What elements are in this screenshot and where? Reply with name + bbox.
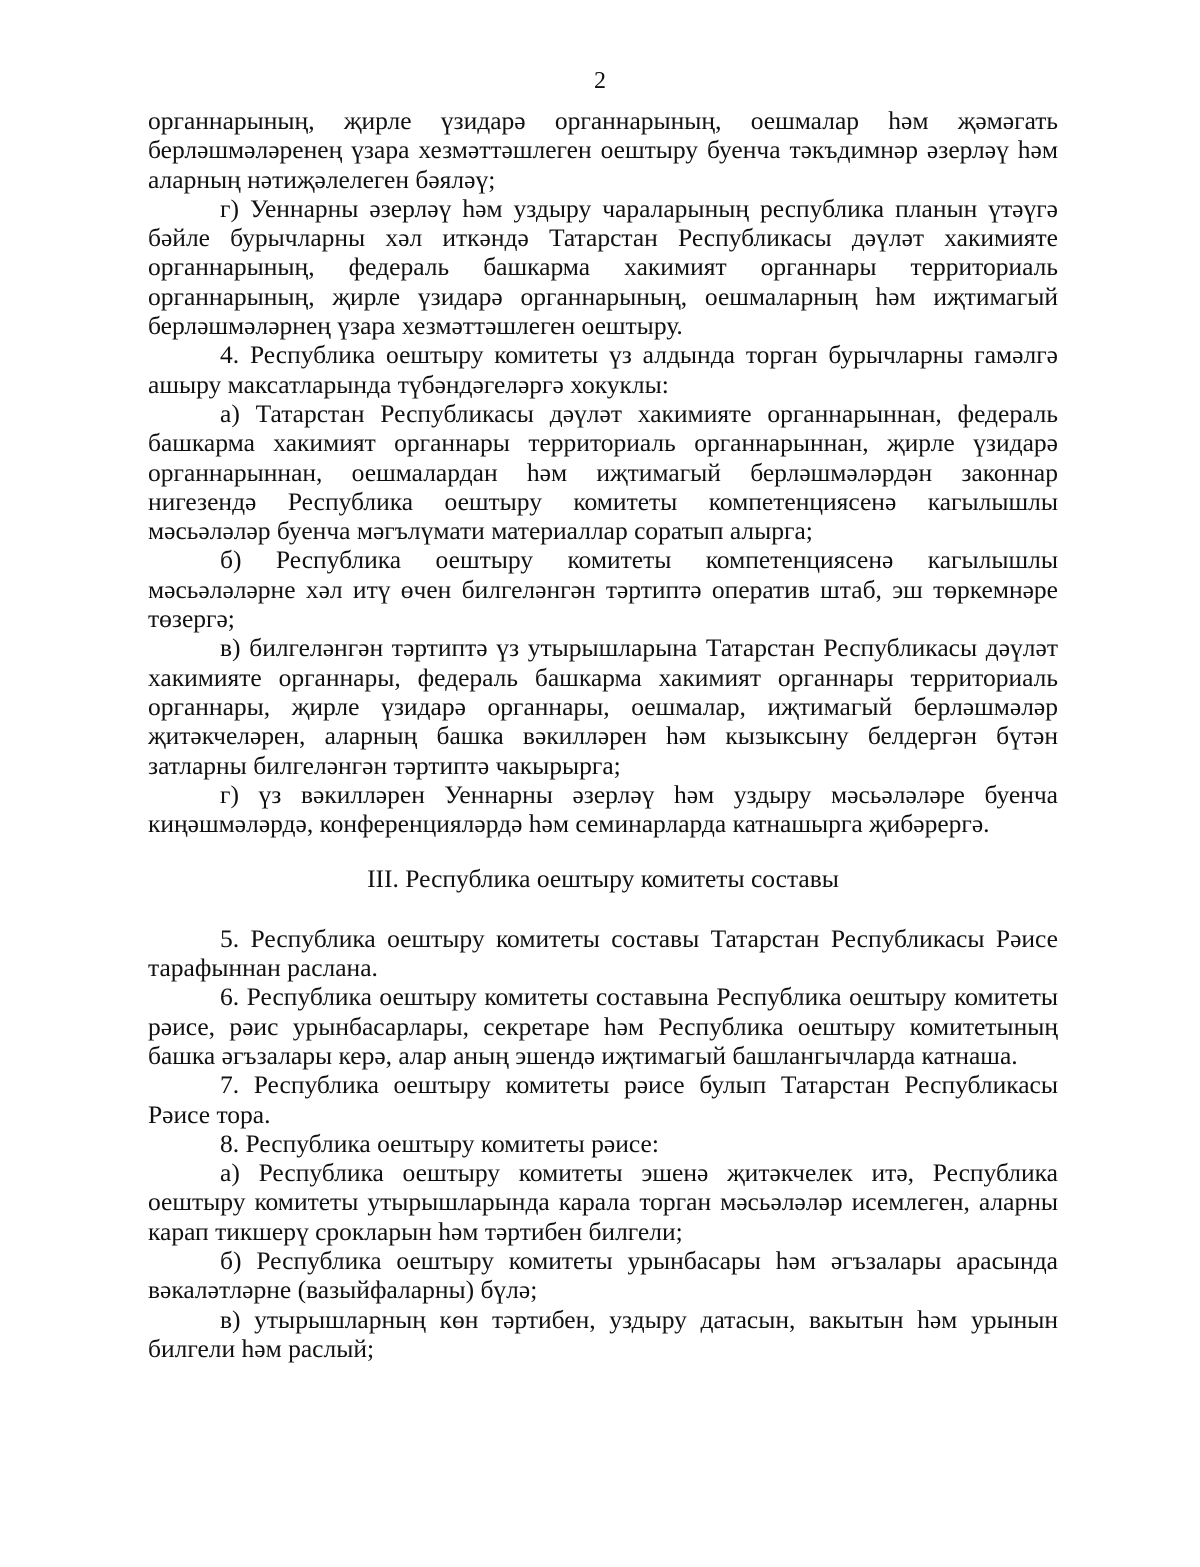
section-heading: III. Республика оештыру комитеты составы xyxy=(367,864,839,894)
paragraph: 5. Республика оештыру комитеты составы Татарстан Республикасы Рәисе тарафыннан раслана. xyxy=(148,923,1058,983)
paragraph: г) Уеннарны әзерләү һәм уздыру чараларының республика планын үтәүгә бәйле бурычларны хәл иткәндә Татарстан Республикасы дәүләт хакимияте органнарының, федераль башкарма хакимият органнары территориаль органнарының, җирле үзидарә органнарының, оешмаларның һәм иҗтимагый берләшмәләрнең үзара хезмәттәшлеген оештыру. xyxy=(148,193,1058,341)
paragraph: 6. Республика оештыру комитеты составына Республика оештыру комитеты рәисе, рәис урынбасарлары, секретаре һәм Республика оештыру комитетының башка әгъзалары керә, алар аның эшендә иҗтимагый башлангычларда катнаша. xyxy=(148,982,1058,1070)
page-number: 2 xyxy=(594,68,606,94)
paragraph: 7. Республика оештыру комитеты рәисе булып Татарстан Республикасы Рәисе тора. xyxy=(148,1070,1058,1129)
document-body xyxy=(148,106,1058,1363)
paragraph: 8. Республика оештыру комитеты рәисе: xyxy=(220,1128,659,1158)
paragraph: б) Республика оештыру комитеты компетенциясенә кагылышлы мәсьәләләрне хәл итү өчен билгеләнгән тәртиптә оператив штаб, эш төркемнәре төзергә; xyxy=(148,545,1058,634)
paragraph: а) Татарстан Республикасы дәүләт хакимияте органнарыннан, федераль башкарма хакимият органнары территориаль органнарыннан, җирле үзидарә органнарыннан, оешмалардан һәм иҗтимагый берләшмәләрдән законнар нигезендә Республика оештыру комитеты компетенциясенә кагылышлы мәсьәләләр буенча мәгълүмати материаллар соратып алырга; xyxy=(148,398,1058,546)
paragraph: а) Республика оештыру комитеты эшенә җитәкчелек итә, Республика оештыру комитеты утырышларында карала торган мәсьәләләр исемлеген, аларны карап тикшерү срокларын һәм тәртибен билгели; xyxy=(148,1158,1058,1246)
paragraph: в) утырышларның көн тәртибен, уздыру датасын, вакытын һәм урынын билгели һәм раслый; xyxy=(148,1304,1058,1363)
paragraph: 4. Республика оештыру комитеты үз алдында торган бурычларны гамәлгә ашыру максатларында түбәндәгеләргә хокуклы: xyxy=(148,340,1058,399)
paragraph: б) Республика оештыру комитеты урынбасары һәм әгъзалары арасында вәкаләтләрне (вазыйфаларны) бүлә; xyxy=(148,1245,1058,1305)
paragraph: г) үз вәкилләрен Уеннарны әзерләү һәм уздыру мәсьәләләре буенча киңәшмәләрдә, конференцияләрдә һәм семинарларда катнашырга җибәрергә. xyxy=(148,779,1058,839)
paragraph: органнарының, җирле үзидарә органнарының, оешмалар һәм җәмәгать берләшмәләренең үзара хезмәттәшлеген оештыру буенча тәкъдимнәр әзерләү һәм аларның нәтиҗәлелеген бәяләү; xyxy=(148,106,1058,194)
paragraph: в) билгеләнгән тәртиптә үз утырышларына Татарстан Республикасы дәүләт хакимияте органнары, федераль башкарма хакимият органнары территориаль органнары, җирле үзидарә органнары, оешмалар, иҗтимагый берләшмәләр җитәкчеләрен, аларның башка вәкилләрен һәм кызыксыну белдергән бүтән затларны билгеләнгән тәртиптә чакырырга; xyxy=(148,633,1058,780)
